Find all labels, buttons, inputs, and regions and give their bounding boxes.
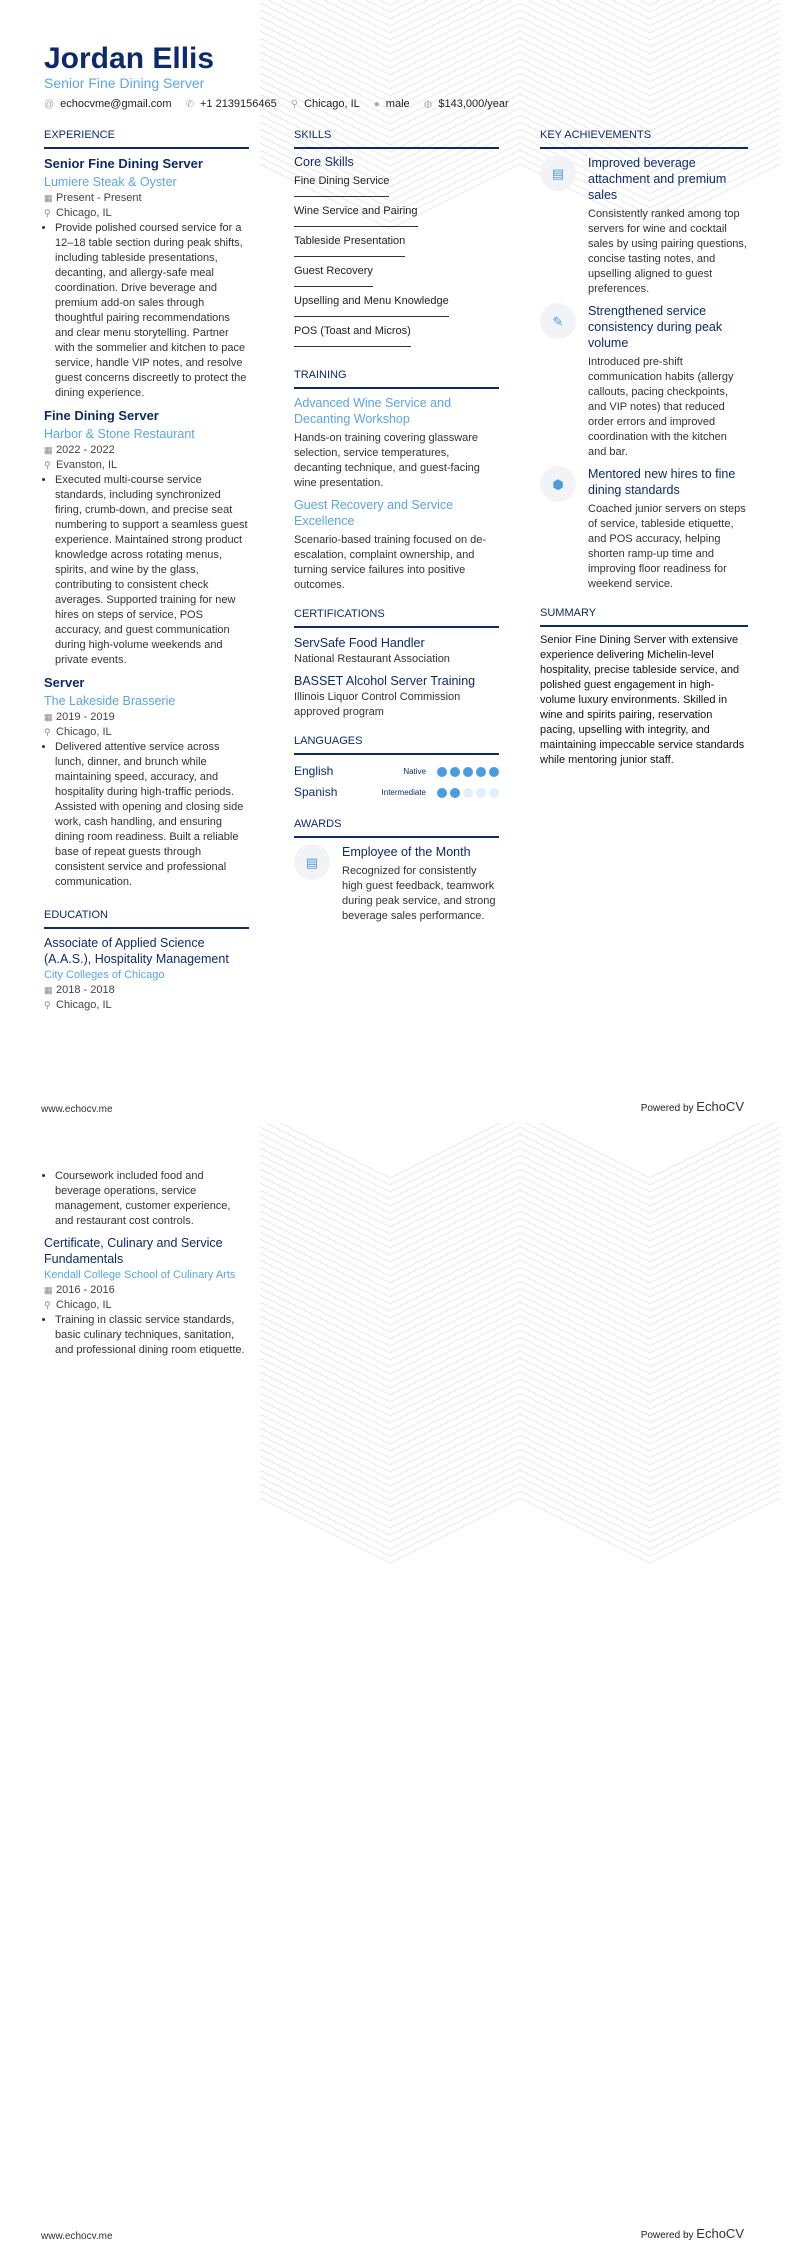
- job-bullet: • Executed multi-course service standards, including synchronized firing, crumb-down, and precise seat numbering to support a seamless guest experience. Maintained strong product knowledge across rotating menus, spirits, and wine by the glass, contributing to consistent check averages. Supported training for new hires on steps of service, POS accuracy, and guest communication during high-volume weekends and private events.: [55, 473, 249, 668]
- left-column: [44, 128, 249, 1013]
- candidate-name: Jordan Ellis: [44, 42, 215, 75]
- pattern-line: [260, 0, 780, 40]
- level-dot: [476, 788, 486, 798]
- job-bullet: • Provide polished coursed service for a 12–18 table section during peak shifts, including tableside presentations, decanting, and allergy-safe meal coordination. Drive beverage and premium add-on sales through thoughtful pairing recommendations and clear menu storytelling. Partner with the sommelier and kitchen to pace service, handle VIP notes, and resolve guest concerns discreetly to protect the dining experience.: [55, 221, 249, 401]
- certification-item: [294, 672, 499, 720]
- section-languages: LANGUAGES: [294, 734, 499, 755]
- footer-url[interactable]: www.echocv.me: [41, 2231, 113, 2242]
- section-achievements: KEY ACHIEVEMENTS: [540, 128, 748, 149]
- section-training: TRAINING: [294, 368, 499, 389]
- calendar-icon: ▦: [44, 445, 53, 455]
- location-icon: ⚲: [44, 460, 51, 470]
- training-title: Advanced Wine Service and Decanting Workshop: [294, 396, 452, 426]
- job-title: Server: [44, 675, 85, 690]
- contact-location: ⚲ Chicago, IL: [290, 98, 360, 110]
- location-icon: ⚲: [44, 727, 51, 737]
- section-certifications: CERTIFICATIONS: [294, 607, 499, 628]
- person-icon: ●: [373, 99, 380, 110]
- level-dot: [489, 767, 499, 777]
- section-summary: SUMMARY: [540, 606, 748, 627]
- skills-heading: Core Skills: [294, 155, 354, 169]
- level-dot: [450, 788, 460, 798]
- contact-gender: ● male: [373, 98, 410, 110]
- document-icon: ▤: [294, 844, 330, 880]
- location: Chicago, IL: [56, 207, 112, 219]
- skill-item: POS (Toast and Micros): [294, 324, 411, 347]
- dates: 2022 - 2022: [56, 444, 115, 456]
- location-icon: ⚲: [44, 1300, 51, 1310]
- footer-powered: Powered by EchoCV: [640, 2226, 744, 2241]
- location-icon: ⚲: [44, 208, 51, 218]
- degree: Associate of Applied Science (A.A.S.), Hospitality Management: [44, 936, 229, 966]
- education-item: Associate of Applied Science (A.A.S.), Hospitality Management City Colleges of Chicago ▦ 2018 - 2018 ⚲ Chicago, IL: [44, 935, 249, 1013]
- training-desc: Hands-on training covering glassware selection, service temperatures, decanting technique, and guest-facing wine presentation.: [294, 432, 480, 489]
- level-dot: [463, 788, 473, 798]
- job-title: Fine Dining Server: [44, 408, 159, 423]
- footer-url[interactable]: www.echocv.me: [41, 1104, 113, 1115]
- language-item: English Native: [294, 761, 499, 782]
- achievement-item: ⬢ Mentored new hires to fine dining standards Coached junior servers on steps of service, tableside etiquette, and POS accuracy, helping shorten ramp-up time and improving floor readiness for weekend service.: [540, 466, 748, 592]
- section-education: EDUCATION: [44, 908, 249, 929]
- contact-salary: ◍ $143,000/year: [423, 98, 509, 110]
- level-dot: [437, 788, 447, 798]
- middle-column: [294, 128, 499, 930]
- calendar-icon: ▦: [44, 1285, 53, 1295]
- cube-icon: ⬢: [540, 466, 576, 502]
- clipboard-icon: ▤: [540, 155, 576, 191]
- dates: Present - Present: [56, 192, 142, 204]
- level-dot: [463, 767, 473, 777]
- pattern-line: [260, 1123, 780, 1178]
- section-skills: SKILLS: [294, 128, 499, 149]
- salary-icon: ◍: [423, 99, 433, 110]
- company: Harbor & Stone Restaurant: [44, 427, 195, 441]
- calendar-icon: ▦: [44, 712, 53, 722]
- candidate-title: Senior Fine Dining Server: [44, 75, 205, 91]
- school: Kendall College School of Culinary Arts: [44, 1269, 236, 1281]
- location-icon: ⚲: [290, 99, 299, 110]
- education-bullet: • Training in classic service standards, basic culinary techniques, sanitation, and professional dining room etiquette.: [55, 1313, 249, 1358]
- achievement-item: ▤ Improved beverage attachment and premium sales Consistently ranked among top servers for wine and cocktail sales by using pairing questions, concise tasting notes, and upselling aligned to guest preferences.: [540, 155, 748, 297]
- achievement-item: ✎ Strengthened service consistency during peak volume Introduced pre-shift communication habits (allergy callouts, pacing checkpoints, and VIP notes) that reduced order errors and improved coordination with the kitchen and bar.: [540, 303, 748, 460]
- cert-issuer: National Restaurant Association: [294, 653, 450, 665]
- level-dot: [476, 767, 486, 777]
- company: The Lakeside Brasserie: [44, 694, 176, 708]
- experience-item: [44, 674, 249, 890]
- level-dot: [437, 767, 447, 777]
- summary-text: Senior Fine Dining Server with extensive experience delivering Michelin-level hospitality, precise tableside service, and polished guest engagement in high-volume luxury environments. Skilled in wine and spirits pairing, reservation pacing, upselling with integrity, and maintaining impeccable service standards while mentoring junior staff.: [540, 634, 745, 766]
- skill-item: Tableside Presentation: [294, 234, 405, 257]
- certification-item: [294, 634, 499, 667]
- experience-item: [44, 407, 249, 668]
- contact-email: @ echocvme@gmail.com: [44, 98, 172, 110]
- degree: Certificate, Culinary and Service Fundamentals: [44, 1236, 223, 1266]
- section-experience: EXPERIENCE: [44, 128, 249, 149]
- company: Lumiere Steak & Oyster: [44, 175, 177, 189]
- skill-item: Guest Recovery: [294, 264, 373, 287]
- cert-issuer: Illinois Liquor Control Commission approved program: [294, 691, 461, 718]
- level-dot: [450, 767, 460, 777]
- job-title: Senior Fine Dining Server: [44, 156, 203, 171]
- skill-item: Upselling and Menu Knowledge: [294, 294, 449, 317]
- at-icon: @: [44, 99, 55, 110]
- calendar-icon: ▦: [44, 193, 53, 203]
- bell-slash-icon: ✎: [540, 303, 576, 339]
- left-column-continued: [44, 1169, 249, 1358]
- education-item: Certificate, Culinary and Service Fundamentals Kendall College School of Culinary Arts ▦ 2016 - 2016 ⚲ Chicago, IL • Training in classic service standards, basic culinary techniques, sanitation, and professional dining room etiquette.: [44, 1235, 249, 1358]
- training-item: [294, 395, 499, 491]
- location: Chicago, IL: [56, 726, 112, 738]
- contact-phone: ✆ +1 2139156465: [185, 98, 277, 110]
- award-item: ▤ Employee of the Month Recognized for consistently high guest feedback, teamwork during peak service, and strong beverage sales performance.: [294, 844, 499, 924]
- job-bullet: • Delivered attentive service across lunch, dinner, and brunch while maintaining speed, accuracy, and hospitality during high-traffic periods. Assisted with opening and closing side work, cash handling, and ensuring dining room readiness. Built a reliable base of repeat guests through consistent service and professional communication.: [55, 740, 249, 890]
- page-2: [0, 1123, 794, 2246]
- training-title: Guest Recovery and Service Excellence: [294, 498, 454, 528]
- phone-icon: ✆: [185, 99, 194, 110]
- pattern-line: [260, 0, 780, 26]
- level-dot: [489, 788, 499, 798]
- education-bullet: • Coursework included food and beverage operations, service management, customer experience, and restaurant cost controls.: [55, 1169, 249, 1229]
- language-item: Spanish Intermediate: [294, 782, 499, 803]
- experience-item: [44, 155, 249, 401]
- location-icon: ⚲: [44, 1000, 51, 1010]
- training-desc: Scenario-based training focused on de-escalation, complaint ownership, and turning service failures into positive outcomes.: [294, 534, 487, 591]
- section-awards: AWARDS: [294, 817, 499, 838]
- school: City Colleges of Chicago: [44, 969, 165, 981]
- cert-title: BASSET Alcohol Server Training: [294, 674, 476, 688]
- echocv-logo: EchoCV: [696, 1099, 744, 1114]
- cert-title: ServSafe Food Handler: [294, 636, 425, 650]
- dates: 2019 - 2019: [56, 711, 115, 723]
- training-item: [294, 497, 499, 593]
- contact-bar: [44, 97, 509, 112]
- pattern-line: [260, 0, 780, 54]
- echocv-logo: EchoCV: [696, 2226, 744, 2241]
- footer-powered: Powered by EchoCV: [640, 1099, 744, 1114]
- skill-item: Fine Dining Service: [294, 174, 389, 197]
- skill-item: Wine Service and Pairing: [294, 204, 418, 227]
- location: Evanston, IL: [56, 459, 118, 471]
- calendar-icon: ▦: [44, 985, 53, 995]
- right-column: [540, 128, 748, 768]
